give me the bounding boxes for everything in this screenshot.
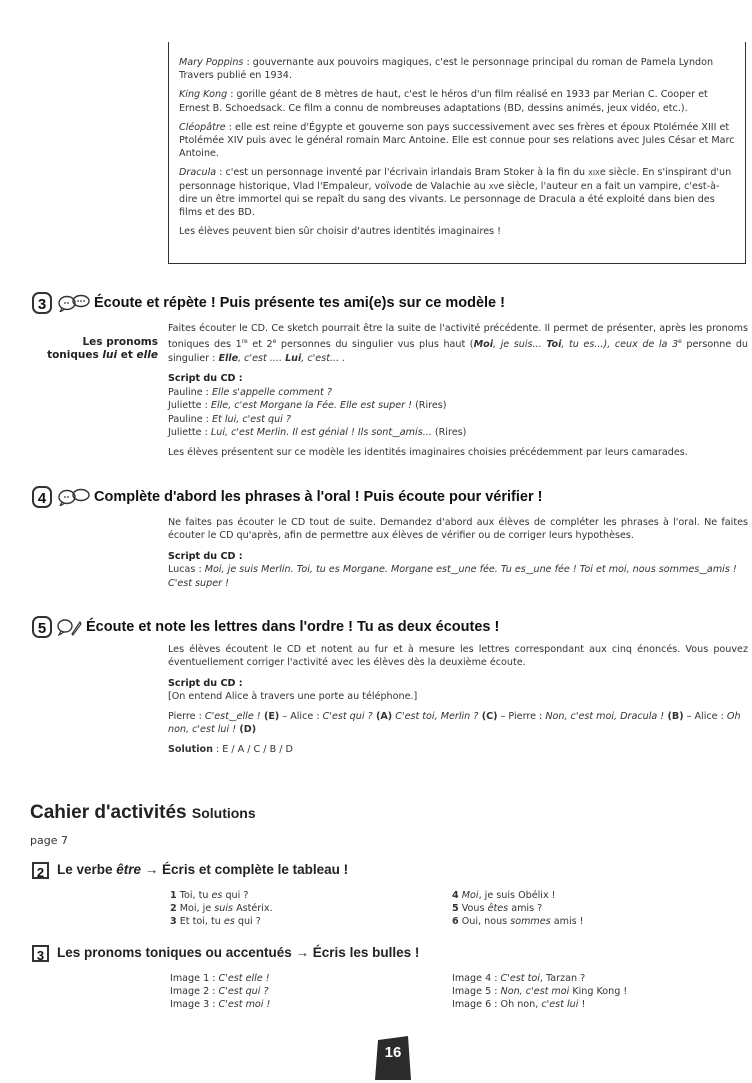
activity-number-box: 2: [32, 862, 49, 879]
exercise-5-intro: Les élèves écoutent le CD et notent au fur et à mesure les lettres correspondant aux cinq énoncés. Vous pouvez éventuellement corriger l'activité avec les élèves dès la deuxième écoute.: [168, 644, 748, 669]
answer-line: 1 Toi, tu es qui ?: [170, 890, 249, 901]
exercise-3-heading: [32, 292, 505, 314]
note-closing: Les élèves peuvent bien sûr choisir d'autres identités imaginaires !: [179, 226, 501, 238]
answer-line: Image 6 : Oh non, c'est lui !: [452, 998, 586, 1010]
cd-number-icon: 3: [32, 292, 52, 314]
answer-line: Image 5 : Non, c'est moi King Kong !: [452, 985, 628, 997]
exercise-4-intro: Ne faites pas écouter le CD tout de suite. Demandez d'abord aux élèves de compléter les phrases à l'oral. Ne faites écouter le CD qu'après, afin de permettre aux élèves de vérifier ou de corriger leurs hypothèses.: [168, 517, 748, 542]
answer-line: 6 Oui, nous sommes amis !: [452, 915, 584, 927]
answer-line: 4 Moi, je suis Obélix !: [452, 890, 556, 901]
answer-line: 3 Et toi, tu es qui ?: [170, 915, 261, 927]
exercise-4-script-label: Script du CD :: [168, 550, 243, 562]
exercise-3-intro: Faites écouter le CD. Ce sketch pourrait être la suite de l'activité précédente. Il permet de présenter, après les pronoms toniques des 1re et 2e personnes du singulier vus plus haut (Moi, je suis... Toi, tu es...), ceux de la 3e personne du singulier : Elle, c'est .... Lui, c'est... .: [168, 323, 748, 364]
page-number: 16: [384, 1044, 402, 1061]
cd-number-icon: 5: [32, 616, 52, 638]
exercise-3-script-label: Script du CD :: [168, 373, 243, 385]
cd-number-icon: 4: [32, 486, 52, 508]
note-king-kong: King Kong : gorille géant de 8 mètres de haut, c'est le héros d'un film réalisé en 1933 par Merian C. Cooper et Ernest B. Schoedsack. Ce film a connu de nombreuses adaptations (BD, dessins animés, jeux vidéo, etc.).: [179, 89, 708, 114]
page-number-tab: [375, 1036, 411, 1080]
activity-3-heading: 3 Les pronoms toniques ou accentués → Écris les bulles !: [32, 945, 419, 962]
page-reference: page 7: [30, 834, 68, 847]
answer-line: Image 1 : C'est elle !: [170, 973, 270, 984]
exercise-3-body: [168, 322, 748, 460]
answer-line: Image 4 : C'est toi, Tarzan ?: [452, 973, 586, 984]
activity-3-left-answers: [170, 973, 270, 1011]
script-line: Juliette : Lui, c'est Merlin. Il est génial ! Ils sont‿amis... (Rires): [168, 427, 467, 439]
exercise-4-title: Complète d'abord les phrases à l'oral ! Puis écoute pour vérifier !: [94, 488, 543, 505]
answer-line: Image 2 : C'est qui ?: [170, 985, 269, 997]
exercise-5-solution: Solution : E / A / C / B / D: [168, 744, 293, 756]
script-scene: [On entend Alice à travers une porte au téléphone.]: [168, 691, 418, 703]
script-dialogue: Pierre : C'est‿elle ! (E) – Alice : C'est qui ? (A) C'est toi, Merlin ? (C) – Pierre : Non, c'est moi, Dracula ! (B) – Alice : Oh non, c'est lui ! (D): [168, 710, 741, 736]
script-line: Pauline : Elle s'appelle comment ?: [168, 386, 332, 398]
exercise-3-title: Écoute et répète ! Puis présente tes ami(e)s sur ce modèle !: [94, 294, 505, 311]
activity-3-right-answers: [452, 973, 627, 1011]
answer-line: 5 Vous êtes amis ?: [452, 902, 543, 914]
speech-bubbles-icon: [56, 294, 90, 312]
note-dracula: Dracula : c'est un personnage inventé par l'écrivain irlandais Bram Stoker à la fin du xixe siècle. En s'inspirant d'un personnage historique, Vlad l'Empaleur, voïvode de Valachie au xve siècle, l'auteur en a fait un vampire, c'est-à-dire un être immortel qui se repaît du sang des vivants. Le personnage de Dracula a été exploité dans bien des films et des BD.: [179, 167, 732, 219]
exercise-5-script-label: Script du CD :: [168, 677, 243, 689]
note-mary-poppins: Mary Poppins : gouvernante aux pouvoirs magiques, c'est le personnage principal du roman de Pamela Lyndon Travers publié en 1934.: [179, 57, 714, 82]
writing-icon: [56, 618, 82, 636]
note-cleopatre: Cléopâtre : elle est reine d'Égypte et gouverne son pays successivement avec ses frères et époux Ptolémée XIII et Ptolémée XIV puis avec le général romain Marc Antoine. Elle est connue pour ses relations avec Jules César et Marc Antoine.: [179, 121, 735, 160]
exercise-5-title: Écoute et note les lettres dans l'ordre ! Tu as deux écoutes !: [86, 618, 500, 635]
activity-2-right-answers: [452, 890, 584, 928]
activity-2-heading: 2 Le verbe être → Écris et complète le tableau !: [32, 862, 348, 879]
script-line: Lucas : Moi, je suis Merlin. Toi, tu es Morgane. Morgane est‿une fée. Tu es‿une fée ! Toi et moi, nous sommes‿amis ! C'est super !: [168, 564, 737, 589]
activity-2-left-answers: [170, 890, 273, 928]
activity-number-box: 3: [32, 945, 49, 962]
character-notes-box: [168, 42, 746, 264]
speech-bubbles-icon: [56, 488, 90, 506]
exercise-5-heading: [32, 616, 499, 638]
script-line: Juliette : Elle, c'est Morgane la Fée. Elle est super ! (Rires): [168, 400, 447, 412]
exercise-3-outro: Les élèves présentent sur ce modèle les identités imaginaires choisies précédemment par leurs camarades.: [168, 447, 688, 459]
exercise-5-body: [168, 643, 748, 757]
exercise-4-heading: [32, 486, 542, 508]
script-line: Pauline : Et lui, c'est qui ?: [168, 413, 291, 425]
grammar-side-note: Les pronoms toniques lui et elle: [47, 336, 158, 362]
answer-line: 2 Moi, je suis Astérix.: [170, 902, 273, 914]
section-title: Cahier d'activités Solutions: [30, 802, 256, 823]
answer-line: Image 3 : C'est moi !: [170, 998, 271, 1010]
exercise-4-body: [168, 516, 748, 590]
